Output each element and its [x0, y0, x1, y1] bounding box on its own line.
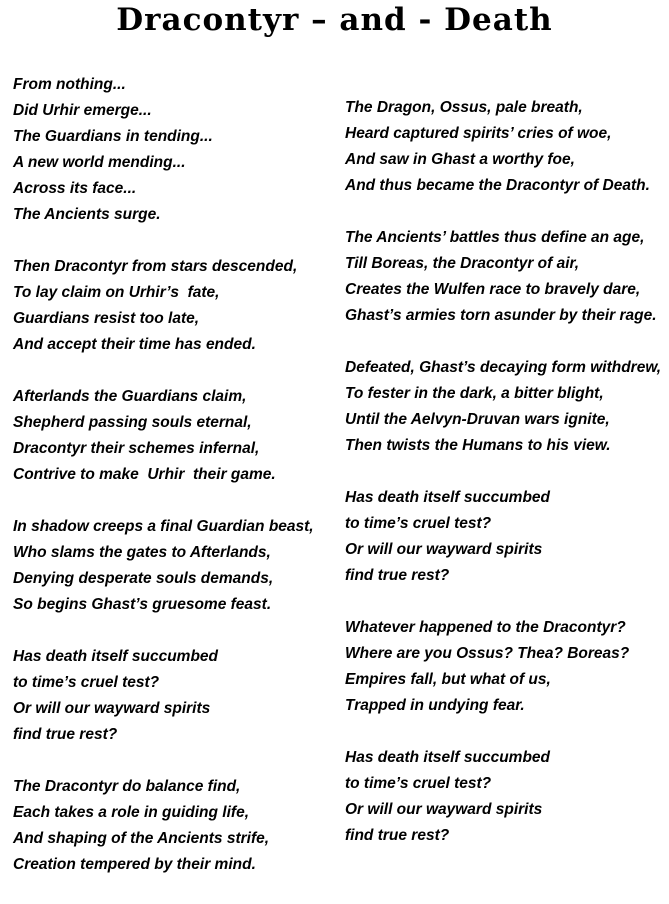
poem-line: Has death itself succumbed: [345, 489, 551, 506]
poem-line: And accept their time has ended.: [13, 336, 256, 353]
poem-line: Creates the Wulfen race to bravely dare,: [345, 281, 641, 298]
poem-line: Has death itself succumbed: [13, 648, 219, 665]
poem-line: Where are you Ossus? Thea? Boreas?: [345, 645, 630, 662]
poem-line: Or will our wayward spirits: [345, 801, 543, 818]
poem-line: The Ancients surge.: [13, 206, 161, 223]
poem-line: To fester in the dark, a bitter blight,: [345, 385, 604, 402]
poem-line: In shadow creeps a final Guardian beast,: [13, 518, 314, 535]
poem-line: Denying desperate souls demands,: [13, 570, 274, 587]
poem-line: And shaping of the Ancients strife,: [13, 830, 270, 847]
stanza: [345, 745, 669, 849]
poem-line: Trapped in undying fear.: [345, 697, 525, 714]
poem-line: Dracontyr their schemes infernal,: [13, 440, 260, 457]
poem-line: Until the Aelvyn-Druvan wars ignite,: [345, 411, 610, 428]
poem-line: Contrive to make Urhir their game.: [13, 466, 276, 483]
stanza: [345, 95, 669, 199]
poem-line: Then Dracontyr from stars descended,: [13, 258, 298, 275]
poem-line: Or will our wayward spirits: [345, 541, 543, 558]
poem-column-right: [345, 95, 669, 875]
stanza: [13, 644, 347, 748]
poem-line: to time’s cruel test?: [13, 674, 160, 691]
poem-line: Has death itself succumbed: [345, 749, 551, 766]
poem-line: To lay claim on Urhir’s fate,: [13, 284, 220, 301]
poem-line: Creation tempered by their mind.: [13, 856, 256, 873]
stanza: [13, 72, 347, 228]
poem-line: Defeated, Ghast’s decaying form withdrew,: [345, 359, 662, 376]
poem-line: The Guardians in tending...: [13, 128, 213, 145]
poem-line: Ghast’s armies torn asunder by their rage.: [345, 307, 657, 324]
poem-line: So begins Ghast’s gruesome feast.: [13, 596, 272, 613]
poem-line: Or will our wayward spirits: [13, 700, 211, 717]
poem-line: Who slams the gates to Afterlands,: [13, 544, 271, 561]
poem-column-left: [13, 72, 347, 904]
poem-line: Across its face...: [13, 180, 137, 197]
poem-line: The Dracontyr do balance find,: [13, 778, 241, 795]
poem-line: And saw in Ghast a worthy foe,: [345, 151, 575, 168]
poem-line: find true rest?: [13, 726, 118, 743]
poem-line: Empires fall, but what of us,: [345, 671, 551, 688]
poem-line: The Dragon, Ossus, pale breath,: [345, 99, 583, 116]
poem-line: The Ancients’ battles thus define an age,: [345, 229, 645, 246]
poem-line: Whatever happened to the Dracontyr?: [345, 619, 626, 636]
stanza: [13, 514, 347, 618]
stanza: [345, 615, 669, 719]
stanza: [13, 254, 347, 358]
page-title: Dracontyr – and - Death: [116, 2, 553, 38]
poem-line: to time’s cruel test?: [345, 515, 492, 532]
poem-line: Each takes a role in guiding life,: [13, 804, 250, 821]
stanza: [13, 384, 347, 488]
poem-line: And thus became the Dracontyr of Death.: [345, 177, 650, 194]
poem-line: Then twists the Humans to his view.: [345, 437, 611, 454]
poem-line: Afterlands the Guardians claim,: [13, 388, 247, 405]
stanza: [345, 225, 669, 329]
poem-line: find true rest?: [345, 567, 450, 584]
stanza: [345, 485, 669, 589]
poem-line: A new world mending...: [13, 154, 186, 171]
stanza: [13, 774, 347, 878]
poem-line: find true rest?: [345, 827, 450, 844]
stanza: [345, 355, 669, 459]
poem-line: Guardians resist too late,: [13, 310, 200, 327]
poem-line: to time’s cruel test?: [345, 775, 492, 792]
poem-line: Heard captured spirits’ cries of woe,: [345, 125, 612, 142]
poem-line: Did Urhir emerge...: [13, 102, 152, 119]
poem-line: Till Boreas, the Dracontyr of air,: [345, 255, 580, 272]
poem-line: From nothing...: [13, 76, 126, 93]
poem-line: Shepherd passing souls eternal,: [13, 414, 252, 431]
